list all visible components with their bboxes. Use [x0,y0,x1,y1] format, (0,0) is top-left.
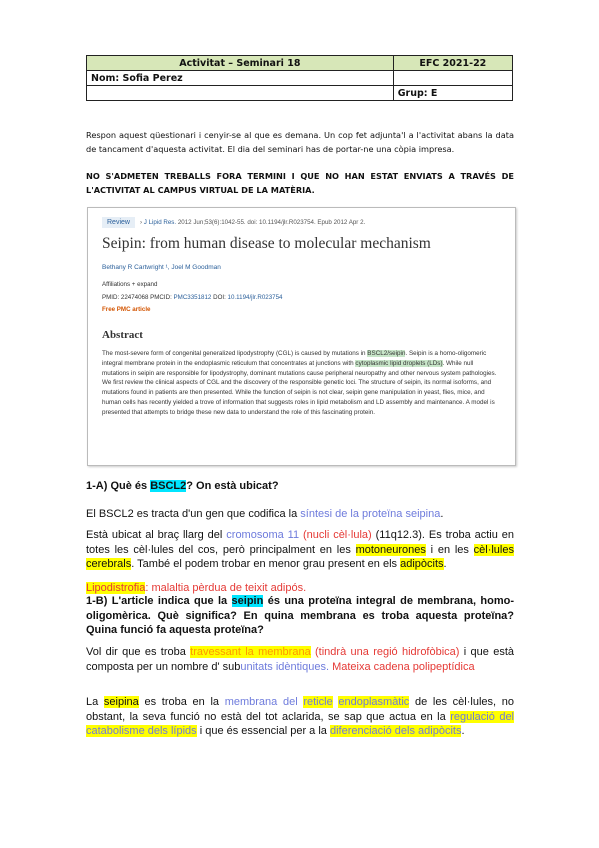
answer-1a-paragraph-2: Està ubicat al braç llarg del cromosoma 11 (nucli cèl·lula) (11q12.3). Es troba actiu en totes les cèl·lules del cos, però principalment en les motoneurones i en les cèl·lules cerebrals. També el podem trobar en menor grau present en els adipòcits. [86,529,514,571]
highlight-bscl2: BSCL2/seipin [367,350,406,357]
header-table [86,55,513,101]
journal-link[interactable]: J Lipid Res. [143,219,177,226]
review-badge: Review [102,217,135,228]
student-name: Nom: Sofia Perez [87,71,394,86]
student-group: Grup: E [393,86,512,101]
question-1b: 1-B) L'article indica que la seipin és una proteïna integral de membrana, homo-oligomèrica. Què significa? En quina membrana es troba aquesta proteïna? Quina funció fa aquesta proteïna? [86,595,514,637]
answer-1b-paragraph-1: Vol dir que es troba travessant la membrana (tindrà una regió hidrofòbica) i que està composta per un nombre d' subunitats idèntiques. Mateixa cadena polipeptídica [86,646,515,673]
course-year: EFC 2021-22 [393,56,512,71]
lipodystrophy-note: Lipodistrofia: malaltia pèrdua de teixit adipós. [86,582,307,594]
doi-link[interactable]: 10.1194/jlr.R023754 [227,294,283,301]
affiliations-expand[interactable]: Affiliations + expand [102,281,158,288]
article-screenshot [87,207,516,466]
article-citation: › J Lipid Res. 2012 Jun;53(6):1042-55. doi: 10.1194/jlr.R023754. Epub 2012 Apr 2. [140,219,366,226]
article-identifiers: PMID: 22474068 PMCID: PMC3351812 DOI: 10.1194/jlr.R023754 [102,294,283,301]
article-title: Seipin: from human disease to molecular mechanism [102,235,431,252]
article-authors[interactable]: Bethany R Cartwright ¹, Joel M Goodman [102,264,221,271]
instructions-text: Respon aquest qüestionari i cenyir-se al que es demana. Un cop fet adjunta'l a l'activitat abans la data de tancament d'aquesta activitat. El dia del seminari has de portar-ne una còpia impresa. [86,130,514,154]
abstract-text: The most-severe form of congenital generalized lipodystrophy (CGL) is caused by mutations in BSCL2/seipin. Seipin is a homo-oligomeric integral membrane protein in the endoplasmic reticulum that concentrates at junctions with cytoplasmic lipid droplets (LDs). While null mutations in seipin are responsible for lipodystrophy, dominant mutations cause peripheral neuropathy and other nervous system pathologies. We first review the clinical aspects of CGL and the discovery of the responsible genetic loci. The structure of seipin, its normal isoforms, and mutations found in patients are then presented. While the function of seipin is not clear, seipin gene manipulation in yeast, flies, mice, and human cells has recently yielded a trove of information that suggests roles in lipid metabolism and LD assembly and maintenance. A model is presented that attempts to bridge these new data to understand the role of this fascinating protein. [102,350,497,416]
abstract-heading: Abstract [102,329,143,341]
pmcid-link[interactable]: PMC3351812 [173,294,212,301]
answer-1b-paragraph-2: La seipina es troba en la membrana del reticle endoplasmàtic de les cèl·lules, no obstant, la seva funció no està del tot aclarida, se sap que actua en la regulació del catabolisme dels lípids i que és essencial per a la diferenciació dels adipòcits. [86,696,515,738]
question-1a: 1-A) Què és BSCL2? On està ubicat? [86,480,279,492]
free-pmc-link[interactable]: Free PMC article [102,306,151,313]
deadline-warning: NO S'ADMETEN TREBALLS FORA TERMINI I QUE NO HAN ESTAT ENVIATS A TRAVÉS DE L'ACTIVITAT AL CAMPUS VIRTUAL DE LA MATÈRIA. [86,171,514,195]
highlight-lipid-droplets: cytoplasmic lipid droplets (LDs) [355,359,443,367]
answer-1a-paragraph-1: El BSCL2 es tracta d'un gen que codifica la síntesi de la proteïna seipina. [86,508,444,520]
activity-title: Activitat – Seminari 18 [87,56,394,71]
